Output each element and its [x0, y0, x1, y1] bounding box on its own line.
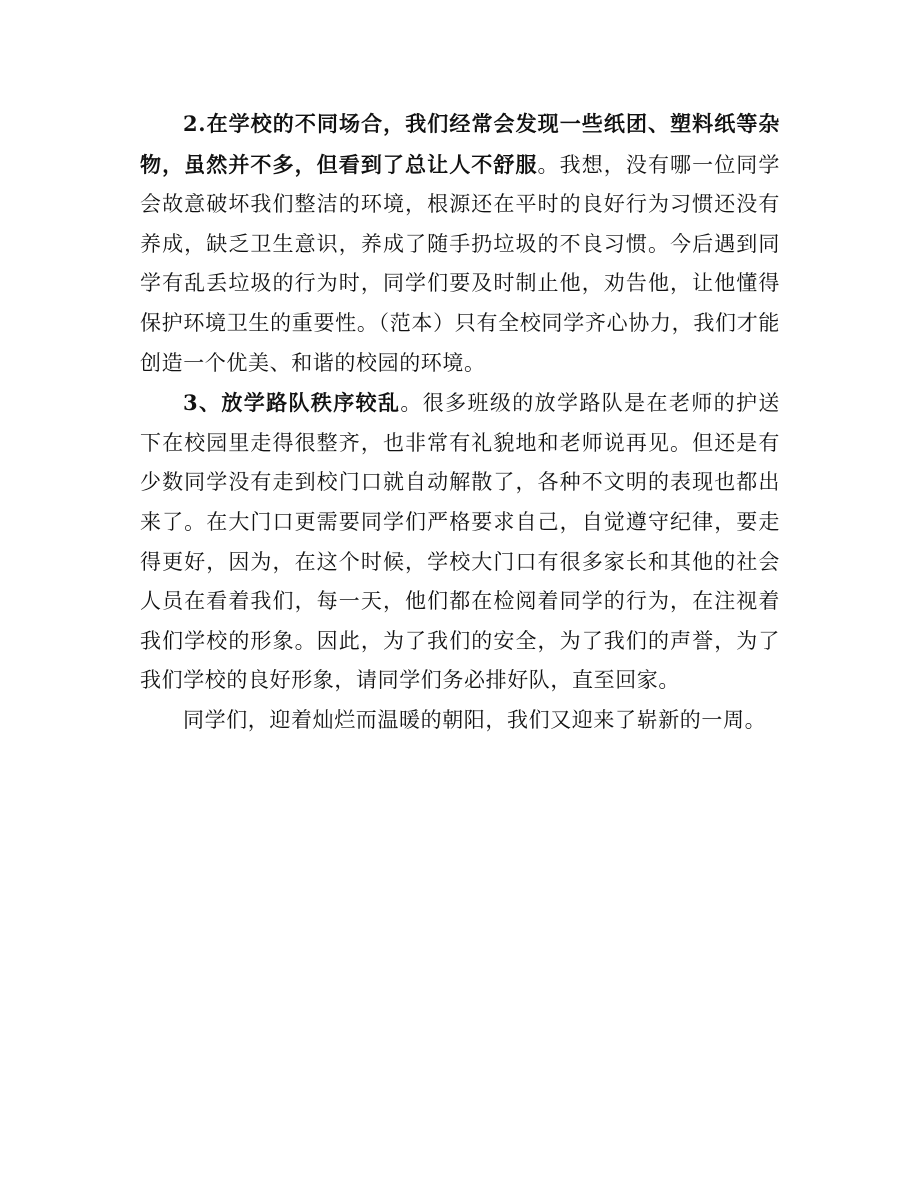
paragraph-dismissal-heading: 3、放学路队秩序较乱	[183, 390, 401, 416]
document-body	[140, 104, 780, 741]
paragraph-litter-text: 。我想，没有哪一位同学会故意破坏我们整洁的环境，根源还在平时的良好行为习惯还没有养成，缺乏卫生意识，养成了随手扔垃圾的不良习惯。今后遇到同学有乱丢垃圾的行为时，同学们要及时制止他，劝告他，让他懂得保护环境卫生的重要性。（范本）只有全校同学齐心协力，我们才能创造一个优美、和谐的校园的环境。	[140, 152, 780, 375]
paragraph-closing-text: 同学们，迎着灿烂而温暖的朝阳，我们又迎来了崭新的一周。	[183, 707, 767, 732]
paragraph-dismissal	[140, 383, 780, 701]
paragraph-dismissal-text: 。很多班级的放学路队是在老师的护送下在校园里走得很整齐，也非常有礼貌地和老师说再见。但还是有少数同学没有走到校门口就自动解散了，各种不文明的表现也都出来了。在大门口更需要同学们严格要求自己，自觉遵守纪律，要走得更好，因为，在这个时候，学校大门口有很多家长和其他的社会人员在看着我们，每一天，他们都在检阅着同学的行为，在注视着我们学校的形象。因此，为了我们的安全，为了我们的声誉，为了我们学校的良好形象，请同学们务必排好队，直至回家。	[140, 391, 780, 693]
paragraph-closing	[140, 701, 780, 741]
paragraph-litter	[140, 104, 780, 383]
paragraph-litter-heading: 2.在学校的不同场合，我们经常会发现一些纸团、塑料纸等杂物，虽然并不多，但看到了总让人不舒服	[140, 111, 780, 177]
